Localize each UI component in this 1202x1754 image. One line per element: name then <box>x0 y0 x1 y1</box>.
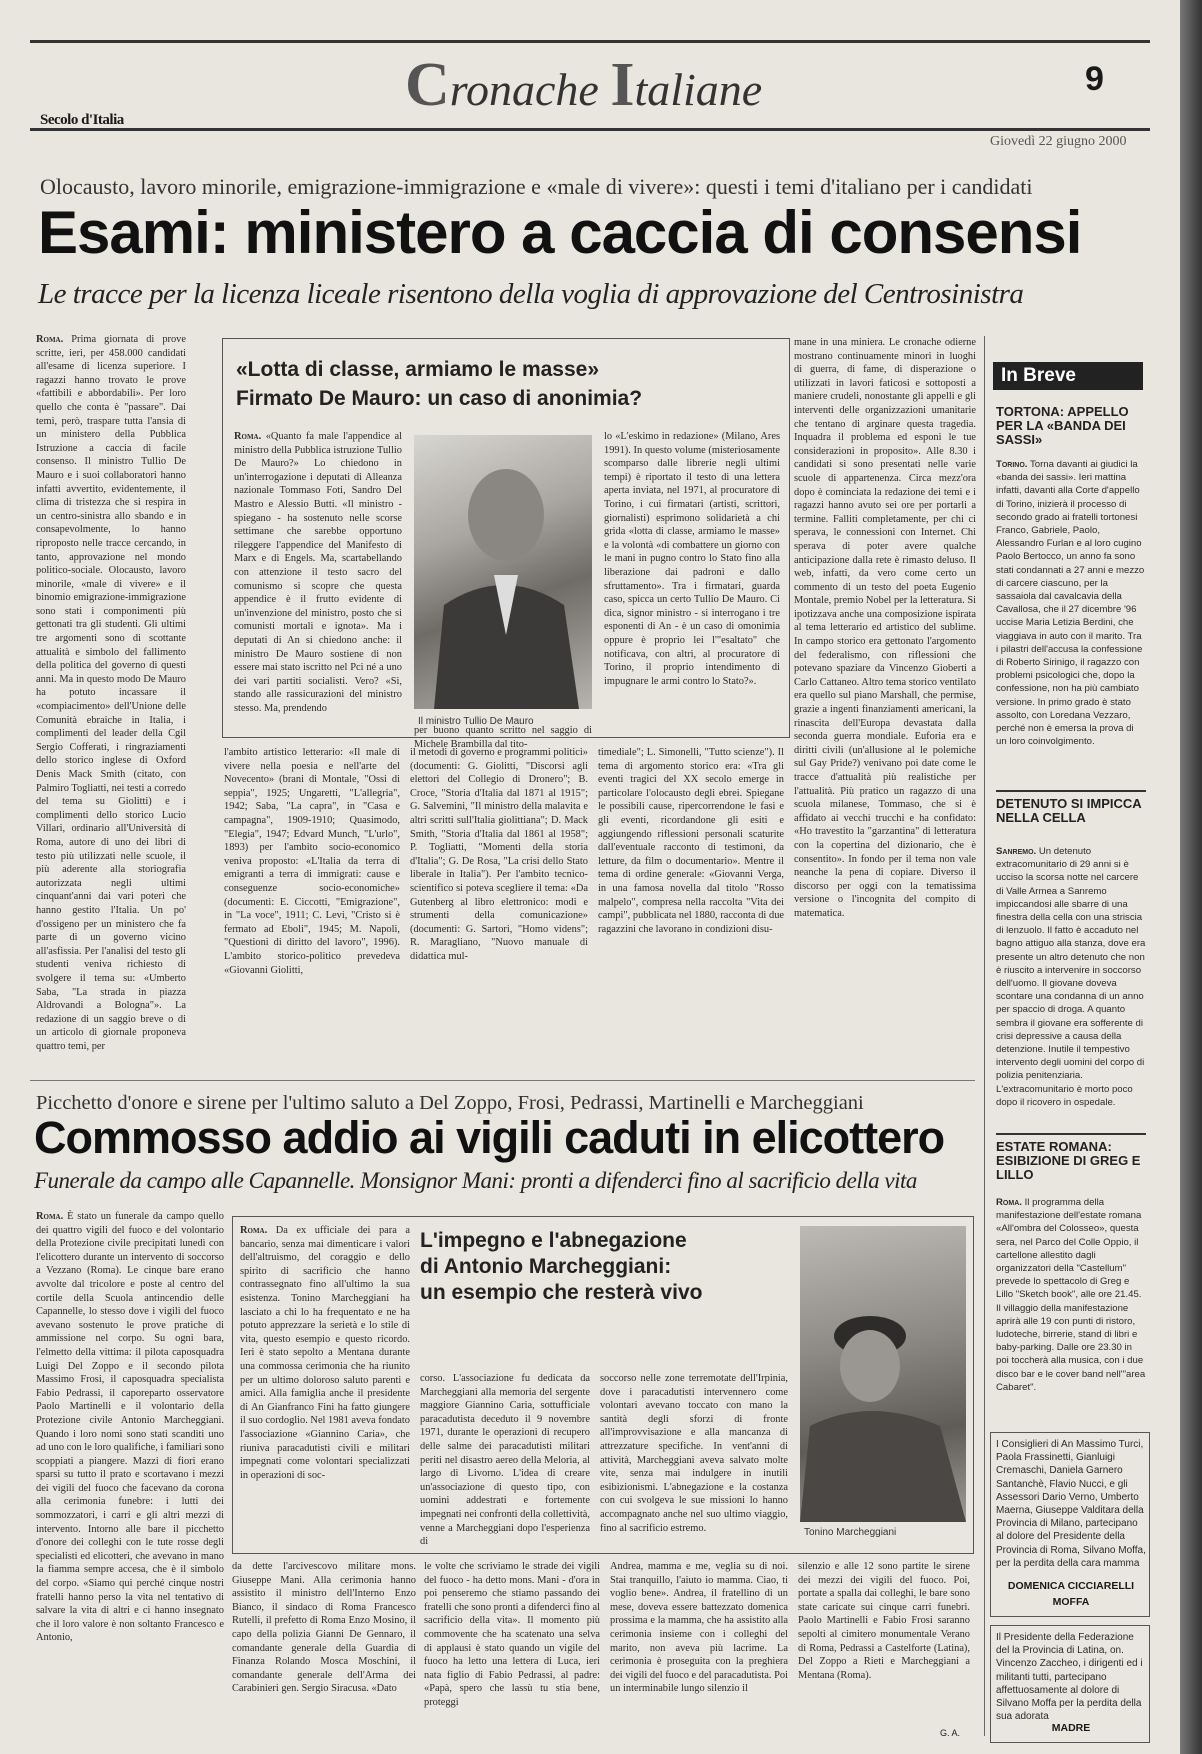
top-rule <box>30 40 1150 43</box>
story1-column-2: l'ambito artistico letterario: «Il male di vivere nella poesia e nell'arte del Novecento» (brani di Montale, "Ossi di seppia", 1925; Ungaretti, "L'allegria", 1942; Saba, "La capra", in "Casa e campagna", 1909-1910; Quasimodo, "Elegia", 1947; Edvard Munch, "L'urlo", 1893) per l'ambito socio-economico veniva proposto: «L'Italia da terra di emigranti a terra di immigrati: cause e conseguenze socio-economiche» (documenti: E. Ciccotti, "Emigrazione", in "La voce", 1911; C. Levi, "Cristo si è fermato ad Eboli", 1945; M. Napoli, "Questioni di diritto del lavoro", 1996). L'ambito storico-politico prevedeva «Giovanni Giolitti, <box>224 747 400 976</box>
story1-column-5: mane in una miniera. Le cronache odierne mostrano continuamente minori in luoghi di guerra, di fame, di disperazione o utilizzati in lavori faticosi e sottoposti a maniere crudeli, nonostante gli appelli e gli interventi delle organizzazioni umanitarie che tentano di arginare questa tragedia. Inquadra il problema ed esponi le tue considerazioni in proposito». Alle 8.30 i candidati si sono presentati nelle varie scuole di appartenenza. Circa mezz'ora dopo è cominciata la redazione dei temi e i ragazzi hanno avuto sei ore per portarli a termine. Falliti completamente, per chi ci sperava, le connessioni con Internet. Chi sperava di poter avere qualche anticipazione dalla rete è rimasto deluso. Il web, infatti, da vero come certo un commento di un testo del poeta Eugenio Montale, premio Nobel per la letteratura. Si ipotizzava anche una composizione ispirata al tema letterario ed artistico del sublime. In campo storico era gettonato l'argomento del federalismo, con riflessioni che potevano spaziare da Vincenzo Gioberti a Carlo Cattaneo. Altro tema storico ventilato era quello sul piano Marshall, che permise, grazie a ingenti finanziamenti americani, la rinascita dell'Europa devastata dalla seconda guerra mondiale. Euforia era e diritti civili (un'allusione al le polemiche sul Gay Pride?) venivano poi date come le tracce d'attualità più realistiche per l'attualità. Più pratico un ragazzo di una scuola milanese, Tommaso, che si è affidato ai vecchi trucchi e ha confidato: «Ho travestito la "garzantina" di letteratura con la copertina del dizionario, che è consentito». In fondo per il tema non vale neanche la pena di copiare. Diverso il discorso per oggi con la tematissima versione o l'incognita del compito di matematica. <box>794 337 976 919</box>
story2-headline: Commosso addio ai vigili caduti in elicottero <box>34 1112 945 1163</box>
story1-column-3: il metodi di governo e programmi politici» (documenti: G. Giolitti, "Discorsi agli elettori del Collegio di Dronero"; B. Croce, "Storia d'Italia dal 1871 al 1915"; G. Salvemini, "Il ministro della malavita e altri scritti sull'Italia giolittiana"; D. Mack Smith, "Storia d'Italia dal 1861 al 1958"; P. Togliatti, "Momenti della storia d'Italia"; G. De Rosa, "La crisi dello Stato liberale in Italia"). Per l'ambito tecnico-scientifico si poteva scegliere il tema: «Da Gutenberg al libro elettronico: modi e strumenti della comunicazione» (documenti: G. Sartori, "Homo videns"; R. Maragliano, "Nuovo manuale di didattica mul- <box>410 747 588 962</box>
story1-subhead: Le tracce per la licenza liceale risentono della voglia di approvazione del Centrosinistra <box>38 278 1024 310</box>
box2-headline-1: L'impegno e l'abnegazione <box>420 1229 687 1252</box>
notice1-signature-1: DOMENICA CICCIARELLI <box>1007 1580 1135 1592</box>
box2-column-2: corso. L'associazione fu dedicata da Marcheggiani alla memoria del sergente maggiore Giannino Caria, sottufficiale paracadutista deceduto il 9 novembre 1971, durante le operazioni di recupero delle salme dei paracadutisti militari periti nel disastro aereo della Meloria, al largo di Livorno. L'idea di creare un'associazione di questo tipo, con uomini addestrati e fortemente impegnati nei confronti della collettività, venne a Marcheggiani dopo l'esperienza di <box>420 1373 590 1548</box>
notice2-text: Il Presidente della Federazione del la Provincia di Latina, on. Vincenzo Zaccheo, i dirigenti ed i militanti tutti, partecipano affettuosamente al dolore di Silvano Moffa per la perdita della sua adorata <box>996 1632 1143 1723</box>
brief2-lead: Sanremo. <box>996 846 1037 857</box>
story2-col1-text: È stato un funerale da campo quello dei quattro vigili del fuoco e del volontario della Protezione civile precipitati lunedì con l'elicottero durante un intervento di soccorso a Vezzano (Roma). Le cinque bare erano avvolte dal tricolore e poste al centro del cortile della Scuola antincendio delle Capannelle, lo stesso dove i vigili del fuoco avevano sostenuto le prove pratiche di ammissione nel corpo. Su ogni bara, l'elmetto della vittima: il pilota caposquadra Luigi Del Zoppo e il secondo pilota Massimo Frosi, il caposquadra specialista Fabio Pedrassi, il caporeparto osservatore Paolo Martinelli e il volontario della Protezione civile Antonio Marcheggiani. Quando i loro nomi sono stati scanditi uno ad uno con le loro qualifiche, i familiari sono scoppiati a piangere. Mazzi di fiori erano sparsi su tutto il prato e scortavano i mezzi dei vigili del fuoco che facevano da corona alla cerimonia funebre: i lutti dei sommozzatori, i carri e gli altri mezzi di intervento. Intorno alle bare il picchetto d'onore dei colleghi con le tute rosse degli specialisti ed elicotteri, che avevano in mano la fiamma sempre accesa, che è il simbolo del corpo. «Siamo qui perché cinque nostri fratelli hanno perso la vita nel tentativo di salvare la vita di altri e ci hanno insegnato che il loro valore è non soltanto Francesco e Antonio, <box>36 1211 224 1644</box>
paper-name: Secolo d'Italia <box>40 112 124 128</box>
box2-headline-3: un esempio che resterà vivo <box>420 1281 703 1304</box>
story2-column-4: Andrea, mamma e me, veglia su di noi. Stai tranquillo, l'aiuto io mamma. Ciao, ti voglio bene». Andrea, il fratellino di un mese, doveva essere battezzato domenica prossima e la mamma, che ha assistito alla cerimonia insieme con i colleghi del marito, non aveva più lacrime. La cerimonia è proseguita con la preghiera dei vigili del fuoco e del paracadutista. Poi un interminabile lungo silenzio il <box>610 1561 788 1695</box>
portrait-illustration <box>414 435 592 709</box>
story2-dateline: Roma. <box>36 1211 64 1222</box>
story1-column-4: timediale"; L. Simonelli, "Tutto scienze"). Il tema di argomento storico era: «Tra gli eventi tragici del XX secolo emerge in particolare l'olocausto degli ebrei. Spiegane le possibili cause, ripercorrendone le fasi e gli eventi, ricordandone gli esiti e aggiungendo riflessioni personali scaturite dall'eventuale racconto di testimoni, da letture, da film o documentario». Mentre il tema di ordine generale: «Giovanni Verga, in una famosa novella dal titolo "Rosso malpelo", compresa nella raccolta "Vita dei campi", pubblicata nel 1880, racconta di due ragazzini che lavorano in condizioni disu- <box>598 747 784 935</box>
section-title: Cronache Italiane <box>405 51 763 119</box>
story2-kicker: Picchetto d'onore e sirene per l'ultimo saluto a Del Zoppo, Frosi, Pedrassi, Martinelli e Marcheggiani <box>36 1092 864 1114</box>
brief2-text: Un detenuto extracomunitario di 29 anni si è ucciso la scorsa notte nel carcere di Valle Armea a Sanremo impiccandosi alle sbarre di una finestra della cella con una striscia di lenzuolo. Il fatto è accaduto nel bagno attiguo alla stanza, dove era presente un altro detenuto che non è riuscito a intervenire in soccorso dell'uomo. Il giovane doveva scontare una condanna di un anno per spaccio di droga. A quanto sembra il giovane era sofferente di crisi depressive a causa della detenzione. Inutile il tempestivo intervento degli uomini del corpo di polizia penitenziaria. L'extracomunitario è morto poco dopo il ricovero in ospedale. <box>996 846 1146 1108</box>
story1-dateline: Roma. <box>36 334 64 345</box>
story2-rule <box>30 1080 975 1081</box>
soldier-illustration <box>800 1226 966 1522</box>
brief3-rule <box>996 1133 1146 1135</box>
box1-column-3: lo «L'eskimo in redazione» (Milano, Ares 1991). In questo volume (misteriosamente scomparso dalle librerie negli ultimi tempi) è riportato il testo di una lettera aperta inviata, nel 1971, al procuratore di Torino, i cui firmatari (artisti, scrittori, giornalisti) esprimono solidarietà a chi grida «lotta di classe, armiamo le masse» e la volontà «di combattere un giorno con le mani in pugno contro lo Stato fino alla liberazione dai padroni e dallo sfruttamento». Tra i firmatari, guarda caso, spicca un certo Tullio De Mauro. Ci dica, signor ministro - si interrogano i tre esponenti di An - è un caso di omonimia oppure è proprio lei l'"esaltato" che notificava, con altri, al procuratore di Torino, il proprio intendimento di impugnare le armi contro lo Stato?». <box>604 431 780 687</box>
box1-headline-2: Firmato De Mauro: un caso di anonimia? <box>236 387 643 410</box>
de-mauro-caption: Il ministro Tullio De Mauro <box>418 716 534 727</box>
box2-dateline: Roma. <box>240 1225 268 1236</box>
marcheggiani-photo <box>800 1226 966 1522</box>
story1-column-1 <box>36 333 186 1073</box>
brief1-text: Torna davanti ai giudici la «banda dei sassi». Ieri mattina infatti, davanti alla Corte d'appello di Torino, inizierà il processo di secondo grado ai fratelli tortonesi Franco, Gabriele, Paolo, Alessandro Furlan e al loro cugino Paolo Bertocco, un anno fa sono stati condannati a 27 anni e mezzo di carcere ciascuno, per la sassaiola dal cavalcavia della Cavallosa, che il 27 dicembre '96 uccise Maria Letizia Berdini, che viaggiava in auto con il marito. Tra i pilastri dell'accusa la confessione di Roberto Sirinigo, il ragazzo con problemi psicologici che, dopo la confessione, non ha più cambiato versione. In primo grado è stato assolto, con Loredana Vezzaro, perché non è emersa la prova di un loro coinvolgimento. <box>996 459 1145 748</box>
story2-column-1 <box>36 1210 224 1742</box>
box1-dateline: Roma. <box>234 431 262 442</box>
brief3-text: Il programma della manifestazione dell'estate romana «All'ombra del Colosseo», questa sera, nel Parco del Colle Oppio, il cartellone allestito dagli organizzatori della "Castellum" prevede lo spettacolo di Greg e Lillo "Sketch book", alle ore 21.45. Il villaggio della manifestazione aprirà alle 19 con punti di ristoro, ludoteche, birrerie, stand di libri e baby-parking. Dalle ore 23.30 in poi toccherà alla musica, con i due disco bar e le cover band nell'"area Cabaret". <box>996 1197 1146 1393</box>
story1-col1-text: Prima giornata di prove scritte, ieri, per 458.000 candidati all'esame di licenza superiore. I ragazzi hanno trovato le prove «fattibili e abbordabili». Per loro quello che conta è "passare". Dai temi, però, traspare tutta l'ansia di un ministero della Pubblica Istruzione a caccia di facile consenso. Il ministro Tullio De Mauro e i suoi collaboratori hanno infatti avvertito, evidentemente, il clima di tristezza che si respira in un centro-sinistra allo sbando e in consapevolmente, lo hanno riproposto nelle tracce cercando, in tanto, approvazione nel mondo politico-sociale. Olocausto, lavoro minorile, «male di vivere» e il binomio emigrazione-immigrazione sono stati i componimenti più gettonati tra gli studenti. Gli ultimi tre argomenti sono di scottante attualità e simbolo del fallimento della politica del governo di questi anni. Ma in questo modo De Mauro ha potuto incassare il «compiacimento» dell'Unione delle Comunità ebraiche in Italia, i complimenti del leader della Cgil Sergio Cofferati, i ringraziamenti dello storico inglese di Oxford Denis Mack Smith (citato, con Palmiro Togliatti, nei testi a corredo del tema su Giolitti) e i complimenti dello storico Lucio Villari, ordinario all'Università di Roma, autore di uno dei libri di testo più utilizzati nelle scuole, il più aderente alla storiografia autorizzata negli ultimi cinquant'anni dai vari poteri che hanno gestito l'Italia. Un po' d'ossigeno per un ministero che fa parte di un governo vicino all'asfissia. Per l'analisi del testo gli studenti veniva richiesto di svolgere il tema su: «Umberto Saba, "La strada in piazza Aldrovandi a Bologna"». La redazione di un saggio breve o di un articolo di giornale proponeva quattro temi, per <box>36 334 186 1052</box>
box1-column-1 <box>234 430 402 730</box>
masthead-rule <box>30 128 1150 131</box>
box1-col1-text: «Quanto fa male l'appendice al ministro della Pubblica istruzione Tullio De Mauro?» Lo chiedono in un'interrogazione i deputati di Alleanza nazionale Tommaso Foti, Sandro Del Mastro e Alessio Butti. «Il ministro - spiegano - ha sostenuto nelle scorse settimane che sarebbe opportuno rileggere l'appendice del Manifesto di Marx e di Engels. Ma, scartabellando con attenzione il testo sacro del comunismo si scopre che questa appendice è il frutto evidente di un'invenzione del ministro, posto che si comunisti mortali e ignota». Ma i deputati di An si chiedono anche: il ministro De Mauro sostiene di non essere mai stato iscritto nel Pci né a uno dei vari partiti socialisti. Vero? «Si, stando alle rassicurazioni del ministro stesso. Ma, prendendo <box>234 431 403 714</box>
page-edge-shadow <box>1180 0 1202 1754</box>
story2-column-3: le volte che scriviamo le strade dei vigili del fuoco - ha detto mons. Mani - d'ora in poi penseremo che stiamo passando dei fratelli che sono pronti a difenderci fino al sacrificio della vita». Il momento più commovente che ha scatenato una selva di applausi è stato quando un vigile del fuoco ha letto una lettera di Luca, ieri nata figlio di Fabio Pedrassi, al padre: «Papà, spero che lassù tu stia bene, proteggi <box>424 1561 600 1708</box>
box1-headline-1: «Lotta di classe, armiamo le masse» <box>236 358 600 381</box>
notice1-signature-2: MOFFA <box>1052 1596 1090 1608</box>
in-breve-banner: In Breve <box>993 362 1143 390</box>
page-number: 9 <box>1085 60 1104 98</box>
story2-subhead: Funerale da campo alle Capannelle. Monsignor Mani: pronti a difenderci fino al sacrificio della vita <box>34 1168 917 1193</box>
box2-column-1 <box>240 1224 410 1550</box>
brief1-title: TORTONA: APPELLO PER LA «BANDA DEI SASSI» <box>996 404 1129 447</box>
issue-date: Giovedì 22 giugno 2000 <box>990 134 1127 149</box>
brief1-body <box>996 458 1146 770</box>
notice1-text: I Consiglieri di An Massimo Turci, Paola Frassinetti, Gianluigi Cremaschi, Daniela Garnero Santanchè, Flavio Nucci, e gli Assessori Dario Verno, Umberto Maerna, Giuseppe Valditara della Provincia di Milano, partecipano al dolore del Presidente della Provincia di Roma, Silvano Moffa, per la perdita della cara mamma <box>996 1439 1146 1569</box>
brief3-title: ESTATE ROMANA: ESIBIZIONE DI GREG E LILLO <box>996 1139 1141 1182</box>
sidebar-divider <box>984 336 985 1736</box>
brief1-lead: Torino. <box>996 459 1028 470</box>
marcheggiani-caption: Tonino Marcheggiani <box>804 1527 897 1538</box>
brief3-body <box>996 1196 1146 1420</box>
brief2-title: DETENUTO SI IMPICCA NELLA CELLA <box>996 796 1142 825</box>
brief2-rule <box>996 790 1146 792</box>
story1-kicker: Olocausto, lavoro minorile, emigrazione-immigrazione e «male di vivere»: questi i temi d'italiano per i candidati <box>40 174 1033 199</box>
box1-col2-tail: per buono quanto scritto nel saggio di Michele Brambilla dal tito- <box>414 725 592 750</box>
story2-column-2: da dette l'arcivescovo militare mons. Giuseppe Mani. Alla cerimonia hanno assistito il ministro dell'Interno Enzo Bianco, il sindaco di Roma Francesco Rutelli, il prefetto di Roma Enzo Mosino, il capo della polizia Gianni De Gennaro, il comandante generale della Guardia di Finanza Rolando Mosca Moschini, il comandante generale dell'Arma dei Carabinieri gen. Sergio Siracusa. «Dato <box>232 1561 416 1695</box>
notice2-signature: MADRE <box>1051 1722 1091 1734</box>
story2-column-5: silenzio e alle 12 sono partite le sirene dei mezzi dei vigili del fuoco. Poi, portate a spalla dai colleghi, le bare sono state caricate sui cinque carri funebri. Paolo Martinelli e Fabio Frosi saranno sepolti al cimitero monumentale Verano di Roma, Pedrassi a Castelforte (Latina), Del Zoppo a Rieti e Marcheggiani a Mentana (Roma). <box>798 1561 970 1681</box>
brief3-lead: Roma. <box>996 1197 1022 1208</box>
author-initials: G. A. <box>940 1728 961 1738</box>
brief2-body <box>996 845 1146 1115</box>
de-mauro-photo <box>414 435 592 709</box>
box2-column-3: soccorso nelle zone terremotate dell'Irpinia, dove i paracadutisti intervennero come volontari avevano toccato con mano la santità degli sforzi di fronte all'improvvisazione e alla mancanza di attrezzature specifiche. In vent'anni di attività, Marcheggiani aveva salvato molte vite, senza mai indulgere in inutili esibizionismi. L'abnegazione e la costanza con cui svolgeva le sue missioni lo hanno accompagnato anche nel suo ultimo viaggio, fino al sacrificio estremo. <box>600 1373 788 1534</box>
box2-col1-text: Da ex ufficiale dei para a bancario, senza mai dimenticare i valori dell'altruismo, del coraggio e dello spirito di sacrificio che hanno contrassegnato fino all'ultimo la sua esistenza. Tonino Marcheggiani ha lasciato a chi lo ha frequentato e ne ha potuto apprezzare la serietà e lo stile di vita, questo esempio e questo ricordo. Ieri è stato sepolto a Mentana durante una commossa cerimonia che ha riunito per un ultimo doloroso saluto parenti e amici. Alla famiglia anche il presidente di An Gianfranco Fini ha fatto giungere il suo cordoglio. Nel 1981 aveva fondato l'associazione «Giannino Caria», che riuniva paracadutisti civili e militari impegnati come volontari specializzati in operazioni di soc- <box>240 1225 410 1481</box>
story1-headline: Esami: ministero a caccia di consensi <box>38 199 1082 266</box>
box2-headline-2: di Antonio Marcheggiani: <box>420 1255 672 1278</box>
